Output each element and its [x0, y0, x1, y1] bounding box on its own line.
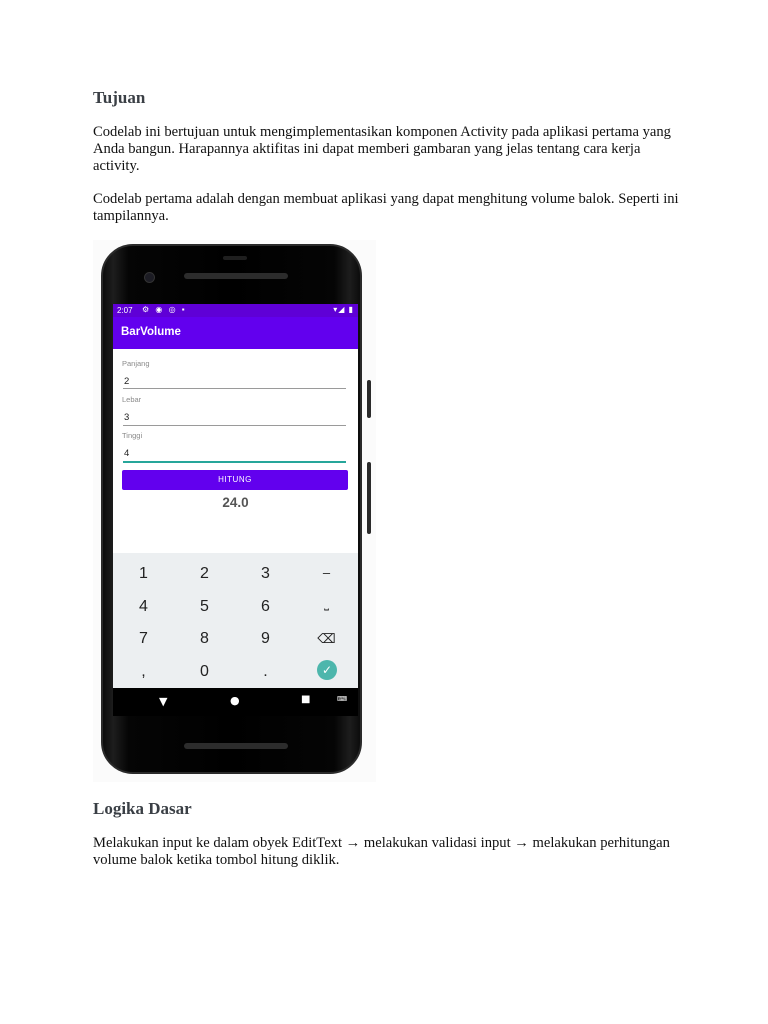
bottom-speaker	[184, 743, 288, 749]
hitung-button[interactable]: HITUNG	[122, 470, 348, 490]
field-label-lebar: Lebar	[122, 395, 142, 404]
result-text: 24.0	[222, 495, 249, 510]
key-comma[interactable]: ,	[141, 663, 146, 680]
earpiece	[184, 273, 288, 279]
back-icon[interactable]: ▼	[159, 695, 168, 708]
keyboard-switch-icon[interactable]: ⌨	[337, 695, 348, 703]
key-0[interactable]: 0	[200, 663, 209, 680]
paragraph-intro: Codelab ini bertujuan untuk mengimplementasikan komponen Activity pada aplikasi pertama yang Anda bangun. Harapannya aktifitas ini dapat memberi gambaran yang jelas tentang cara kerja activity.	[93, 124, 671, 174]
recents-icon[interactable]: ■	[301, 694, 311, 705]
backspace-icon[interactable]: ⌫	[317, 631, 336, 646]
volume-button	[367, 462, 371, 534]
key-1[interactable]: 1	[139, 565, 148, 582]
app-title: BarVolume	[121, 326, 181, 338]
underline-panjang	[123, 388, 346, 389]
key-7[interactable]: 7	[139, 630, 148, 647]
heading-tujuan: Tujuan	[93, 88, 146, 107]
status-signal-icons: ▾◢ ▮	[333, 305, 354, 314]
paragraph-logika: Melakukan input ke dalam obyek EditText → melakukan validasi input → melakukan perhitungan volume balok ketika tombol hitung diklik.	[93, 835, 670, 868]
underline-lebar	[123, 425, 346, 426]
key-9[interactable]: 9	[261, 630, 270, 647]
nav-bar	[113, 688, 358, 716]
key-6[interactable]: 6	[261, 598, 270, 615]
status-notification-icons: ⚙ ◉ ◎ ▪	[142, 305, 187, 314]
done-check-icon[interactable]: ✓	[317, 660, 337, 680]
home-icon[interactable]: ●	[230, 694, 240, 707]
key-2[interactable]: 2	[200, 565, 209, 582]
status-bar	[113, 304, 358, 317]
field-label-panjang: Panjang	[122, 359, 150, 368]
top-speaker	[223, 256, 247, 260]
input-lebar[interactable]: 3	[124, 412, 130, 423]
key-8[interactable]: 8	[200, 630, 209, 647]
space-key-icon[interactable]: ⎵	[324, 597, 329, 611]
phone-screen	[113, 304, 358, 688]
input-tinggi[interactable]: 4	[124, 448, 130, 459]
field-label-tinggi: Tinggi	[122, 431, 143, 440]
underline-tinggi	[123, 461, 346, 463]
power-button	[367, 380, 371, 418]
key-period[interactable]: .	[263, 663, 268, 680]
app-bar	[113, 317, 358, 349]
key-3[interactable]: 3	[261, 565, 270, 582]
paragraph-codelab: Codelab pertama adalah dengan membuat aplikasi yang dapat menghitung volume balok. Seperti ini tampilannya.	[93, 191, 679, 224]
heading-logika-dasar: Logika Dasar	[93, 799, 192, 818]
camera-icon	[144, 272, 155, 283]
input-panjang[interactable]: 2	[124, 376, 130, 387]
key-4[interactable]: 4	[139, 598, 148, 615]
key-minus[interactable]: –	[322, 565, 331, 580]
key-5[interactable]: 5	[200, 598, 209, 615]
numeric-keyboard	[113, 553, 358, 688]
status-time: 2:07	[117, 306, 133, 315]
